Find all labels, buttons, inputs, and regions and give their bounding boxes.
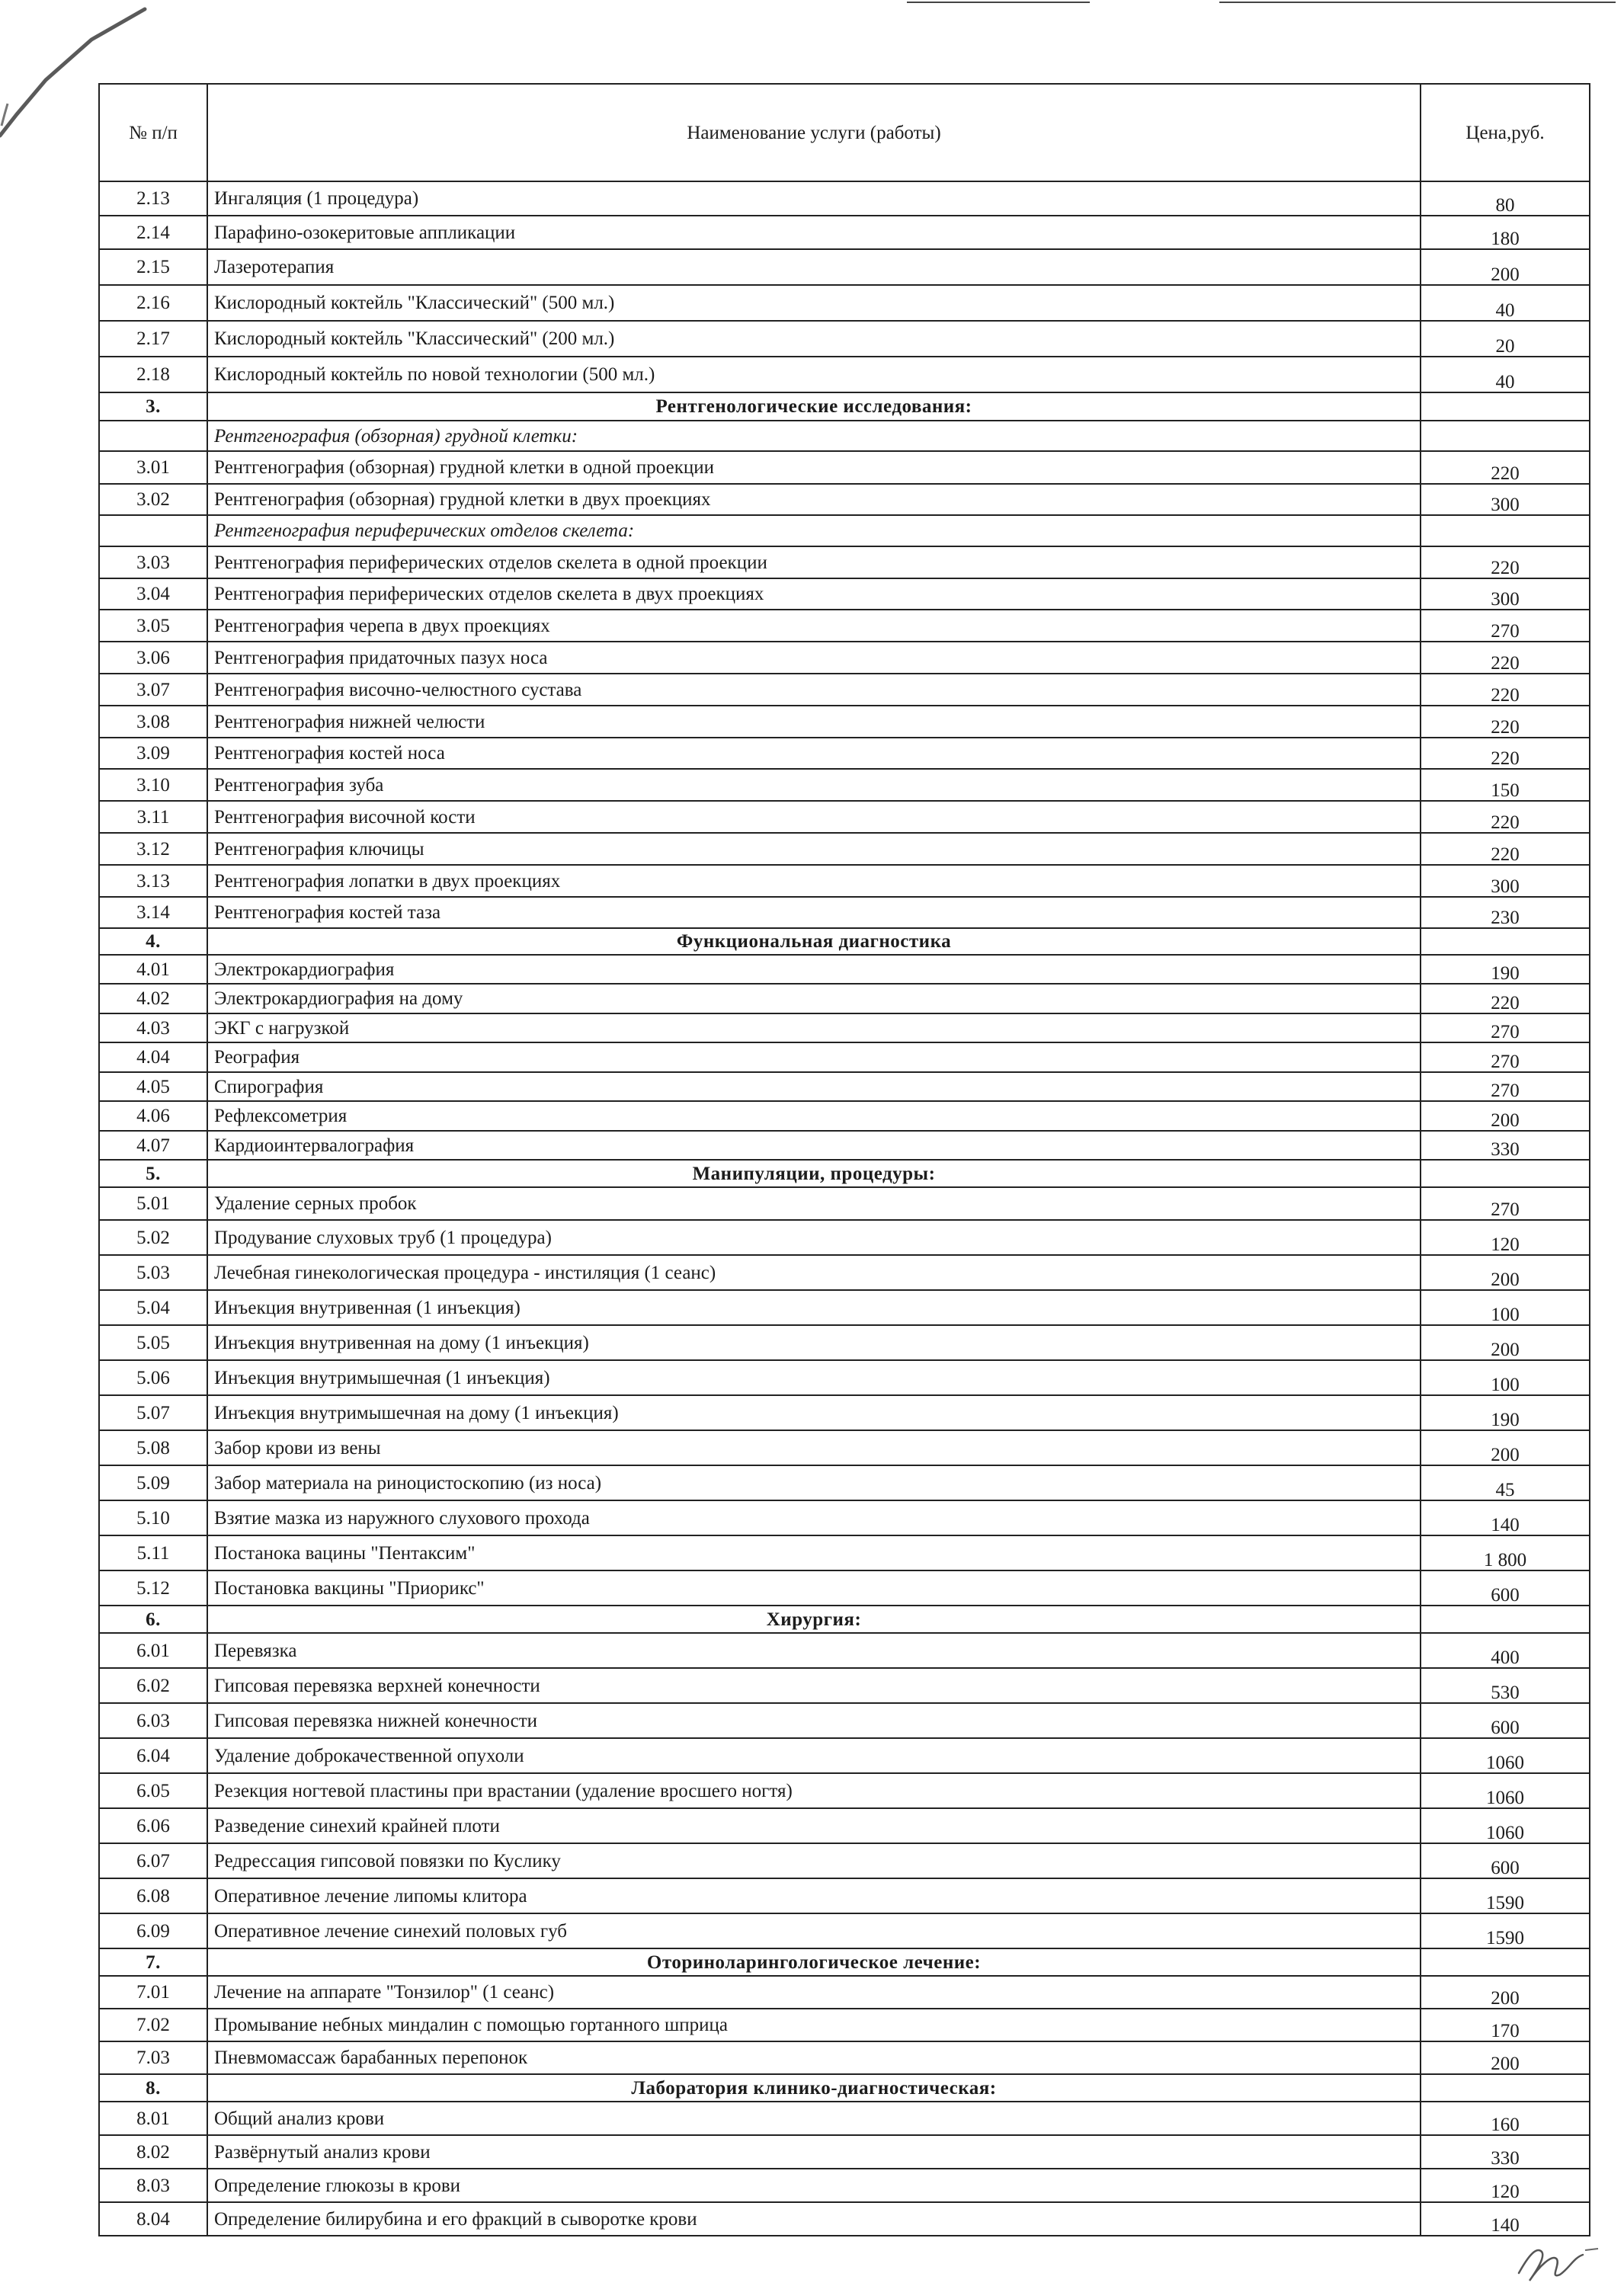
scan-line	[1219, 2, 1616, 3]
service-name: Промывание небных миндалин с помощью гортанного шприца	[207, 2009, 1421, 2041]
table-row	[99, 1808, 1590, 1843]
section-number: 4.	[99, 928, 207, 955]
table-row	[99, 1013, 1590, 1042]
table-row	[99, 357, 1590, 392]
table-row	[99, 1465, 1590, 1500]
service-name: Общий анализ крови	[207, 2102, 1421, 2135]
table-row	[99, 1738, 1590, 1773]
section-number: 8.	[99, 2074, 207, 2102]
section-title: Функциональная диагностика	[207, 928, 1421, 955]
service-name: Определение глюкозы в крови	[207, 2169, 1421, 2202]
service-name: Рентгенография костей носа	[207, 738, 1421, 769]
service-name: Ингаляция (1 процедура)	[207, 181, 1421, 216]
table-row	[99, 1072, 1590, 1101]
service-price: 200	[1421, 249, 1590, 285]
service-name: Пневмомассаж барабанных перепонок	[207, 2041, 1421, 2074]
row-number: 3.04	[99, 578, 207, 610]
service-price: 140	[1421, 1500, 1590, 1535]
service-name: Рентгенография височно-челюстного сустава	[207, 674, 1421, 706]
section-row	[99, 2074, 1590, 2102]
service-name: Оперативное лечение липомы клитора	[207, 1878, 1421, 1913]
row-number: 5.06	[99, 1360, 207, 1395]
section-number: 5.	[99, 1160, 207, 1187]
price-cell	[1421, 1948, 1590, 1976]
row-number	[99, 515, 207, 546]
service-price: 1 800	[1421, 1535, 1590, 1570]
service-price: 220	[1421, 706, 1590, 738]
row-number: 6.04	[99, 1738, 207, 1773]
section-row	[99, 1948, 1590, 1976]
service-name: ЭКГ с нагрузкой	[207, 1013, 1421, 1042]
service-name: Рентгенография придаточных пазух носа	[207, 642, 1421, 674]
row-number: 8.02	[99, 2135, 207, 2169]
service-price: 200	[1421, 1430, 1590, 1465]
service-price: 600	[1421, 1570, 1590, 1606]
row-number: 7.03	[99, 2041, 207, 2074]
service-name: Лазеротерапия	[207, 249, 1421, 285]
table-row	[99, 1131, 1590, 1160]
row-number: 3.02	[99, 484, 207, 515]
section-row	[99, 1606, 1590, 1633]
service-name: Рефлексометрия	[207, 1101, 1421, 1131]
row-number: 3.03	[99, 546, 207, 578]
row-number: 3.14	[99, 897, 207, 928]
section-row	[99, 928, 1590, 955]
row-number: 2.17	[99, 321, 207, 357]
row-number: 5.02	[99, 1220, 207, 1255]
row-number: 6.03	[99, 1703, 207, 1738]
table-row	[99, 1570, 1590, 1606]
row-number: 5.10	[99, 1500, 207, 1535]
service-price: 300	[1421, 865, 1590, 897]
service-name: Перевязка	[207, 1633, 1421, 1668]
service-price: 300	[1421, 484, 1590, 515]
service-name: Рентгенография зуба	[207, 769, 1421, 801]
subheading-text: Рентгенография (обзорная) грудной клетки:	[207, 421, 1421, 451]
table-row	[99, 546, 1590, 578]
service-price: 200	[1421, 1976, 1590, 2009]
service-price: 200	[1421, 1101, 1590, 1131]
table-row	[99, 321, 1590, 357]
row-number: 3.01	[99, 451, 207, 484]
service-name: Оперативное лечение синехий половых губ	[207, 1913, 1421, 1948]
service-price: 200	[1421, 1255, 1590, 1290]
table-row	[99, 578, 1590, 610]
table-row	[99, 1325, 1590, 1360]
service-price: 270	[1421, 1042, 1590, 1072]
subheading-row	[99, 515, 1590, 546]
row-number: 5.05	[99, 1325, 207, 1360]
row-number: 5.08	[99, 1430, 207, 1465]
service-name: Инъекция внутривенная на дому (1 инъекция)	[207, 1325, 1421, 1360]
service-price: 220	[1421, 833, 1590, 865]
section-row	[99, 1160, 1590, 1187]
table-row	[99, 1633, 1590, 1668]
row-number: 3.07	[99, 674, 207, 706]
price-cell	[1421, 2074, 1590, 2102]
service-name: Развёрнутый анализ крови	[207, 2135, 1421, 2169]
table-row	[99, 1220, 1590, 1255]
service-name: Спирография	[207, 1072, 1421, 1101]
section-title: Хирургия:	[207, 1606, 1421, 1633]
service-price: 120	[1421, 2169, 1590, 2202]
handwritten-signature	[1513, 2236, 1604, 2286]
service-name: Рентгенография нижней челюсти	[207, 706, 1421, 738]
row-number: 7.01	[99, 1976, 207, 2009]
service-price: 600	[1421, 1843, 1590, 1878]
service-price: 200	[1421, 1325, 1590, 1360]
table-row	[99, 1535, 1590, 1570]
table-row	[99, 1703, 1590, 1738]
row-number: 4.07	[99, 1131, 207, 1160]
row-number: 6.02	[99, 1668, 207, 1703]
service-name: Инъекция внутривенная (1 инъекция)	[207, 1290, 1421, 1325]
row-number: 3.12	[99, 833, 207, 865]
table-body	[99, 181, 1590, 2236]
service-name: Разведение синехий крайней плоти	[207, 1808, 1421, 1843]
table-header	[99, 84, 1590, 181]
row-number: 2.14	[99, 216, 207, 249]
service-name: Рентгенография лопатки в двух проекциях	[207, 865, 1421, 897]
row-number: 5.12	[99, 1570, 207, 1606]
row-number: 2.18	[99, 357, 207, 392]
service-price: 270	[1421, 1013, 1590, 1042]
row-number: 6.08	[99, 1878, 207, 1913]
service-price: 220	[1421, 738, 1590, 769]
table-row	[99, 769, 1590, 801]
service-name: Лечение на аппарате "Тонзилор" (1 сеанс)	[207, 1976, 1421, 2009]
service-price: 200	[1421, 2041, 1590, 2074]
row-number: 6.07	[99, 1843, 207, 1878]
service-price: 1060	[1421, 1808, 1590, 1843]
service-price: 330	[1421, 2135, 1590, 2169]
service-name: Резекция ногтевой пластины при врастании (удаление вросшего ногтя)	[207, 1773, 1421, 1808]
service-price: 400	[1421, 1633, 1590, 1668]
section-number: 3.	[99, 392, 207, 421]
table-row	[99, 1773, 1590, 1808]
price-cell	[1421, 1606, 1590, 1633]
table-row	[99, 833, 1590, 865]
section-title: Оториноларингологическое лечение:	[207, 1948, 1421, 1976]
table-row	[99, 216, 1590, 249]
service-price: 270	[1421, 1187, 1590, 1220]
table-row	[99, 1042, 1590, 1072]
service-name: Инъекция внутримышечная (1 инъекция)	[207, 1360, 1421, 1395]
service-price: 45	[1421, 1465, 1590, 1500]
table-row	[99, 897, 1590, 928]
table-row	[99, 2009, 1590, 2041]
table-row	[99, 1360, 1590, 1395]
table-row	[99, 738, 1590, 769]
table-row	[99, 1101, 1590, 1131]
service-name: Определение билирубина и его фракций в сыворотке крови	[207, 2202, 1421, 2236]
service-name: Рентгенография костей таза	[207, 897, 1421, 928]
row-number: 3.06	[99, 642, 207, 674]
table-row	[99, 451, 1590, 484]
subheading-row	[99, 421, 1590, 451]
table-row	[99, 984, 1590, 1013]
row-number: 4.06	[99, 1101, 207, 1131]
row-number: 3.10	[99, 769, 207, 801]
service-name: Постановка вакцины "Приорикс"	[207, 1570, 1421, 1606]
price-cell	[1421, 421, 1590, 451]
service-name: Кислородный коктейль по новой технологии (500 мл.)	[207, 357, 1421, 392]
service-price: 100	[1421, 1360, 1590, 1395]
service-name: Удаление доброкачественной опухоли	[207, 1738, 1421, 1773]
table-row	[99, 1976, 1590, 2009]
service-price: 270	[1421, 610, 1590, 642]
service-name: Парафино-озокеритовые аппликации	[207, 216, 1421, 249]
row-number: 8.01	[99, 2102, 207, 2135]
row-number: 6.06	[99, 1808, 207, 1843]
table-row	[99, 2102, 1590, 2135]
service-name: Редрессация гипсовой повязки по Куслику	[207, 1843, 1421, 1878]
row-number: 2.15	[99, 249, 207, 285]
service-price: 1590	[1421, 1878, 1590, 1913]
service-price: 160	[1421, 2102, 1590, 2135]
table-row	[99, 642, 1590, 674]
table-row	[99, 2041, 1590, 2074]
row-number: 4.04	[99, 1042, 207, 1072]
header-name: Наименование услуги (работы)	[207, 84, 1421, 181]
table-row	[99, 1395, 1590, 1430]
row-number	[99, 421, 207, 451]
row-number: 5.07	[99, 1395, 207, 1430]
service-price: 140	[1421, 2202, 1590, 2236]
table-row	[99, 865, 1590, 897]
table-row	[99, 674, 1590, 706]
service-name: Кардиоинтервалография	[207, 1131, 1421, 1160]
service-name: Взятие мазка из наружного слухового прохода	[207, 1500, 1421, 1535]
row-number: 2.13	[99, 181, 207, 216]
row-number: 5.01	[99, 1187, 207, 1220]
table-row	[99, 1187, 1590, 1220]
service-name: Гипсовая перевязка нижней конечности	[207, 1703, 1421, 1738]
row-number: 4.02	[99, 984, 207, 1013]
service-price: 100	[1421, 1290, 1590, 1325]
table-row	[99, 2135, 1590, 2169]
price-table	[98, 83, 1590, 2236]
service-price: 300	[1421, 578, 1590, 610]
service-name: Рентгенография (обзорная) грудной клетки в одной проекции	[207, 451, 1421, 484]
service-name: Удаление серных пробок	[207, 1187, 1421, 1220]
table-row	[99, 801, 1590, 833]
row-number: 4.03	[99, 1013, 207, 1042]
service-name: Рентгенография периферических отделов скелета в одной проекции	[207, 546, 1421, 578]
service-price: 170	[1421, 2009, 1590, 2041]
service-name: Рентгенография ключицы	[207, 833, 1421, 865]
section-row	[99, 392, 1590, 421]
service-name: Продувание слуховых труб (1 процедура)	[207, 1220, 1421, 1255]
row-number: 8.03	[99, 2169, 207, 2202]
table-row	[99, 1668, 1590, 1703]
table-row	[99, 1430, 1590, 1465]
table-row	[99, 955, 1590, 984]
table-row	[99, 1913, 1590, 1948]
row-number: 6.01	[99, 1633, 207, 1668]
price-cell	[1421, 928, 1590, 955]
service-price: 220	[1421, 801, 1590, 833]
row-number: 3.13	[99, 865, 207, 897]
table-row	[99, 181, 1590, 216]
table-row	[99, 1255, 1590, 1290]
row-number: 3.11	[99, 801, 207, 833]
service-name: Забор крови из вены	[207, 1430, 1421, 1465]
service-name: Постанока вацины "Пентаксим"	[207, 1535, 1421, 1570]
service-name: Рентгенография черепа в двух проекциях	[207, 610, 1421, 642]
row-number: 6.09	[99, 1913, 207, 1948]
row-number: 4.01	[99, 955, 207, 984]
row-number: 3.09	[99, 738, 207, 769]
service-price: 1060	[1421, 1773, 1590, 1808]
service-price: 330	[1421, 1131, 1590, 1160]
row-number: 5.11	[99, 1535, 207, 1570]
subheading-text: Рентгенография периферических отделов скелета:	[207, 515, 1421, 546]
row-number: 5.09	[99, 1465, 207, 1500]
service-price: 40	[1421, 357, 1590, 392]
service-price: 40	[1421, 285, 1590, 321]
row-number: 3.08	[99, 706, 207, 738]
service-name: Лечебная гинекологическая процедура - инстиляция (1 сеанс)	[207, 1255, 1421, 1290]
service-price: 270	[1421, 1072, 1590, 1101]
service-price: 530	[1421, 1668, 1590, 1703]
table-row	[99, 1878, 1590, 1913]
service-price: 190	[1421, 1395, 1590, 1430]
service-price: 20	[1421, 321, 1590, 357]
service-name: Рентгенография (обзорная) грудной клетки в двух проекциях	[207, 484, 1421, 515]
table-row	[99, 706, 1590, 738]
row-number: 7.02	[99, 2009, 207, 2041]
table-row	[99, 484, 1590, 515]
service-price: 120	[1421, 1220, 1590, 1255]
service-price: 1060	[1421, 1738, 1590, 1773]
service-name: Кислородный коктейль "Классический" (500 мл.)	[207, 285, 1421, 321]
table-row	[99, 1290, 1590, 1325]
row-number: 8.04	[99, 2202, 207, 2236]
service-price: 600	[1421, 1703, 1590, 1738]
service-price: 1590	[1421, 1913, 1590, 1948]
service-name: Гипсовая перевязка верхней конечности	[207, 1668, 1421, 1703]
table-row	[99, 249, 1590, 285]
header-price: Цена,руб.	[1421, 84, 1590, 181]
service-price: 220	[1421, 546, 1590, 578]
row-number: 4.05	[99, 1072, 207, 1101]
section-title: Рентгенологические исследования:	[207, 392, 1421, 421]
table-row	[99, 1500, 1590, 1535]
service-price: 220	[1421, 642, 1590, 674]
service-price: 80	[1421, 181, 1590, 216]
service-name: Электрокардиография	[207, 955, 1421, 984]
row-number: 5.03	[99, 1255, 207, 1290]
section-title: Лаборатория клинико-диагностическая:	[207, 2074, 1421, 2102]
row-number: 3.05	[99, 610, 207, 642]
service-name: Забор материала на риноцистоскопию (из носа)	[207, 1465, 1421, 1500]
service-price: 150	[1421, 769, 1590, 801]
row-number: 2.16	[99, 285, 207, 321]
section-title: Манипуляции, процедуры:	[207, 1160, 1421, 1187]
section-number: 7.	[99, 1948, 207, 1976]
service-price: 220	[1421, 451, 1590, 484]
table-row	[99, 2169, 1590, 2202]
service-name: Реография	[207, 1042, 1421, 1072]
header-number: № п/п	[99, 84, 207, 181]
section-number: 6.	[99, 1606, 207, 1633]
service-price: 220	[1421, 674, 1590, 706]
service-price: 230	[1421, 897, 1590, 928]
table-row	[99, 285, 1590, 321]
price-cell	[1421, 1160, 1590, 1187]
service-price: 190	[1421, 955, 1590, 984]
table-row	[99, 610, 1590, 642]
scan-line	[907, 2, 1090, 3]
table-row	[99, 2202, 1590, 2236]
service-price: 180	[1421, 216, 1590, 249]
price-cell	[1421, 392, 1590, 421]
row-number: 6.05	[99, 1773, 207, 1808]
service-name: Рентгенография височной кости	[207, 801, 1421, 833]
service-name: Рентгенография периферических отделов скелета в двух проекциях	[207, 578, 1421, 610]
service-price: 220	[1421, 984, 1590, 1013]
price-cell	[1421, 515, 1590, 546]
row-number: 5.04	[99, 1290, 207, 1325]
service-name: Кислородный коктейль "Классический" (200 мл.)	[207, 321, 1421, 357]
service-name: Электрокардиография на дому	[207, 984, 1421, 1013]
service-name: Инъекция внутримышечная на дому (1 инъекция)	[207, 1395, 1421, 1430]
table-row	[99, 1843, 1590, 1878]
